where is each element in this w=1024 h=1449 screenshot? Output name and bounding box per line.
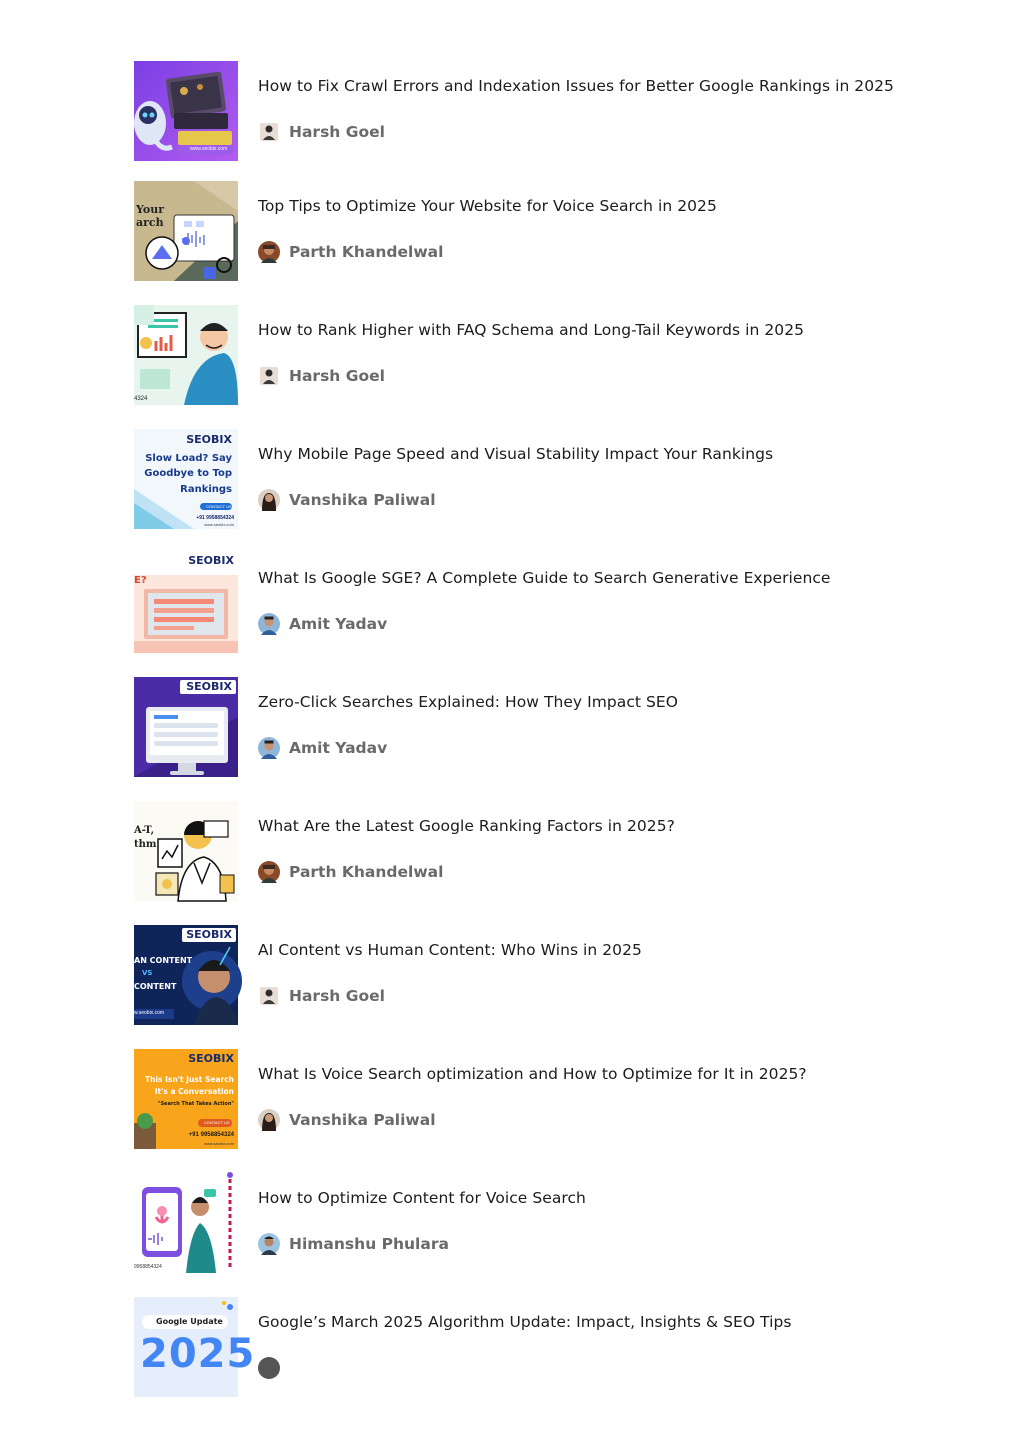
author-avatar (258, 985, 280, 1007)
author-name: Harsh Goel (289, 987, 385, 1005)
post-thumbnail[interactable] (134, 305, 238, 405)
post-title-link[interactable]: What Is Voice Search optimization and How to Optimize for It in 2025? (258, 1065, 807, 1083)
post-thumbnail[interactable] (134, 677, 238, 777)
thumb-headline: VS (142, 969, 153, 977)
author-name: Amit Yadav (289, 739, 388, 757)
brand-logo-text: SEOBIX (186, 680, 232, 693)
post-thumbnail[interactable] (134, 181, 238, 281)
post-title-link[interactable]: How to Optimize Content for Voice Search (258, 1189, 586, 1207)
post-thumbnail[interactable] (134, 1173, 238, 1273)
brand-logo-text: SEOBIX (186, 928, 232, 941)
author-name: Harsh Goel (289, 123, 385, 141)
post-item[interactable] (134, 1173, 894, 1277)
ranking-factors-illustration (134, 801, 238, 901)
post-item[interactable] (134, 801, 894, 905)
author-avatar (258, 121, 280, 143)
post-thumbnail[interactable] (134, 1297, 256, 1397)
post-item[interactable] (134, 1297, 894, 1401)
author-avatar (258, 489, 280, 511)
author-name: Vanshika Paliwal (289, 1111, 436, 1129)
thumb-search-text: Google Update (156, 1317, 223, 1326)
post-title-link[interactable]: Why Mobile Page Speed and Visual Stability Impact Your Rankings (258, 445, 774, 463)
post-title-link[interactable]: How to Rank Higher with FAQ Schema and Long-Tail Keywords in 2025 (258, 321, 805, 339)
post-thumbnail[interactable] (134, 1049, 238, 1149)
thumb-headline: Goodbye to Top (144, 468, 232, 479)
thumb-headline: AN CONTENT (134, 956, 193, 965)
post-author[interactable] (258, 613, 387, 635)
brand-logo-text: SEOBIX (188, 1052, 234, 1065)
thumb-headline: Slow Load? Say (145, 453, 232, 464)
thumb-year-text: 2025 (140, 1331, 256, 1377)
post-author[interactable] (258, 861, 443, 883)
post-item[interactable] (134, 305, 894, 409)
post-author[interactable] (258, 489, 436, 511)
post-thumbnail[interactable] (134, 61, 238, 161)
thumb-url-text: w.seobix.com (134, 1010, 165, 1016)
thumb-phone: +91 9958854324 (196, 515, 234, 521)
sge-browser-illustration (134, 553, 238, 653)
author-avatar (258, 365, 280, 387)
thumb-text: Your (136, 203, 165, 216)
post-item[interactable] (134, 61, 894, 165)
thumb-cta-text: CONTACT US (204, 1120, 230, 1125)
author-avatar (258, 613, 280, 635)
thumb-headline: It's a Conversation (154, 1087, 234, 1096)
thumb-url-text: www.seobix.com (204, 522, 234, 527)
post-author[interactable] (258, 241, 443, 263)
author-name: Parth Khandelwal (289, 243, 444, 261)
voice-search-illustration (134, 181, 238, 281)
thumb-text: arch (136, 216, 164, 229)
thumb-subtitle: "Search That Takes Action" (157, 1101, 234, 1107)
thumb-text: 4324 (134, 396, 148, 402)
voice-content-illustration (134, 1173, 238, 1273)
thumb-text: A-T, (134, 825, 155, 836)
brand-logo-text: SEOBIX (188, 554, 234, 567)
author-avatar (258, 1357, 280, 1379)
post-author[interactable] (258, 985, 385, 1007)
post-title-link[interactable]: What Are the Latest Google Ranking Factors in 2025? (258, 817, 675, 835)
post-thumbnail[interactable] (134, 801, 238, 901)
thumb-cta-text: CONTACT US (206, 504, 232, 509)
author-name: Parth Khandelwal (289, 863, 444, 881)
thumb-headline: E? (134, 575, 147, 586)
post-item[interactable] (134, 677, 894, 781)
post-title-link[interactable]: Top Tips to Optimize Your Website for Voice Search in 2025 (258, 197, 717, 215)
post-author[interactable] (258, 365, 385, 387)
post-title-link[interactable]: Zero-Click Searches Explained: How They Impact SEO (258, 693, 679, 711)
post-author[interactable] (258, 1233, 449, 1255)
post-author[interactable] (258, 1357, 289, 1379)
post-item[interactable] (134, 1049, 894, 1153)
post-thumbnail[interactable] (134, 429, 238, 529)
post-author[interactable] (258, 737, 387, 759)
thumb-headline: This Isn't Just Search (144, 1075, 234, 1084)
author-name: Amit Yadav (289, 615, 388, 633)
post-thumbnail[interactable] (134, 553, 238, 653)
post-item[interactable] (134, 553, 894, 657)
author-avatar (258, 241, 280, 263)
thumb-url-text: www.seobix.com (204, 1141, 234, 1146)
author-name: Himanshu Phulara (289, 1235, 449, 1253)
author-avatar (258, 737, 280, 759)
post-thumbnail[interactable] (134, 925, 238, 1025)
thumb-phone: +91 9958854324 (188, 1132, 234, 1138)
post-item[interactable] (134, 429, 894, 533)
thumb-headline: CONTENT (134, 982, 177, 991)
author-avatar (258, 1109, 280, 1131)
author-name: Harsh Goel (289, 367, 385, 385)
brand-logo-text: SEOBIX (186, 433, 232, 446)
author-name: Vanshika Paliwal (289, 491, 436, 509)
post-title-link[interactable]: How to Fix Crawl Errors and Indexation Issues for Better Google Rankings in 2025 (258, 77, 894, 95)
thumb-url-text: www.seobix.com (190, 146, 228, 152)
post-item[interactable] (134, 925, 894, 1029)
post-author[interactable] (258, 121, 385, 143)
thumb-phone: 9958854324 (134, 1264, 162, 1270)
author-avatar (258, 861, 280, 883)
author-avatar (258, 1233, 280, 1255)
post-author[interactable] (258, 1109, 436, 1131)
post-item[interactable] (134, 181, 894, 285)
thumb-headline: Rankings (180, 484, 232, 495)
post-title-link[interactable]: AI Content vs Human Content: Who Wins in 2025 (258, 941, 642, 959)
post-title-link[interactable]: Google’s March 2025 Algorithm Update: Impact, Insights & SEO Tips (258, 1313, 792, 1331)
analytics-presenter-illustration (134, 305, 238, 405)
post-title-link[interactable]: What Is Google SGE? A Complete Guide to Search Generative Experience (258, 569, 831, 587)
thumb-text: thm (134, 839, 157, 850)
